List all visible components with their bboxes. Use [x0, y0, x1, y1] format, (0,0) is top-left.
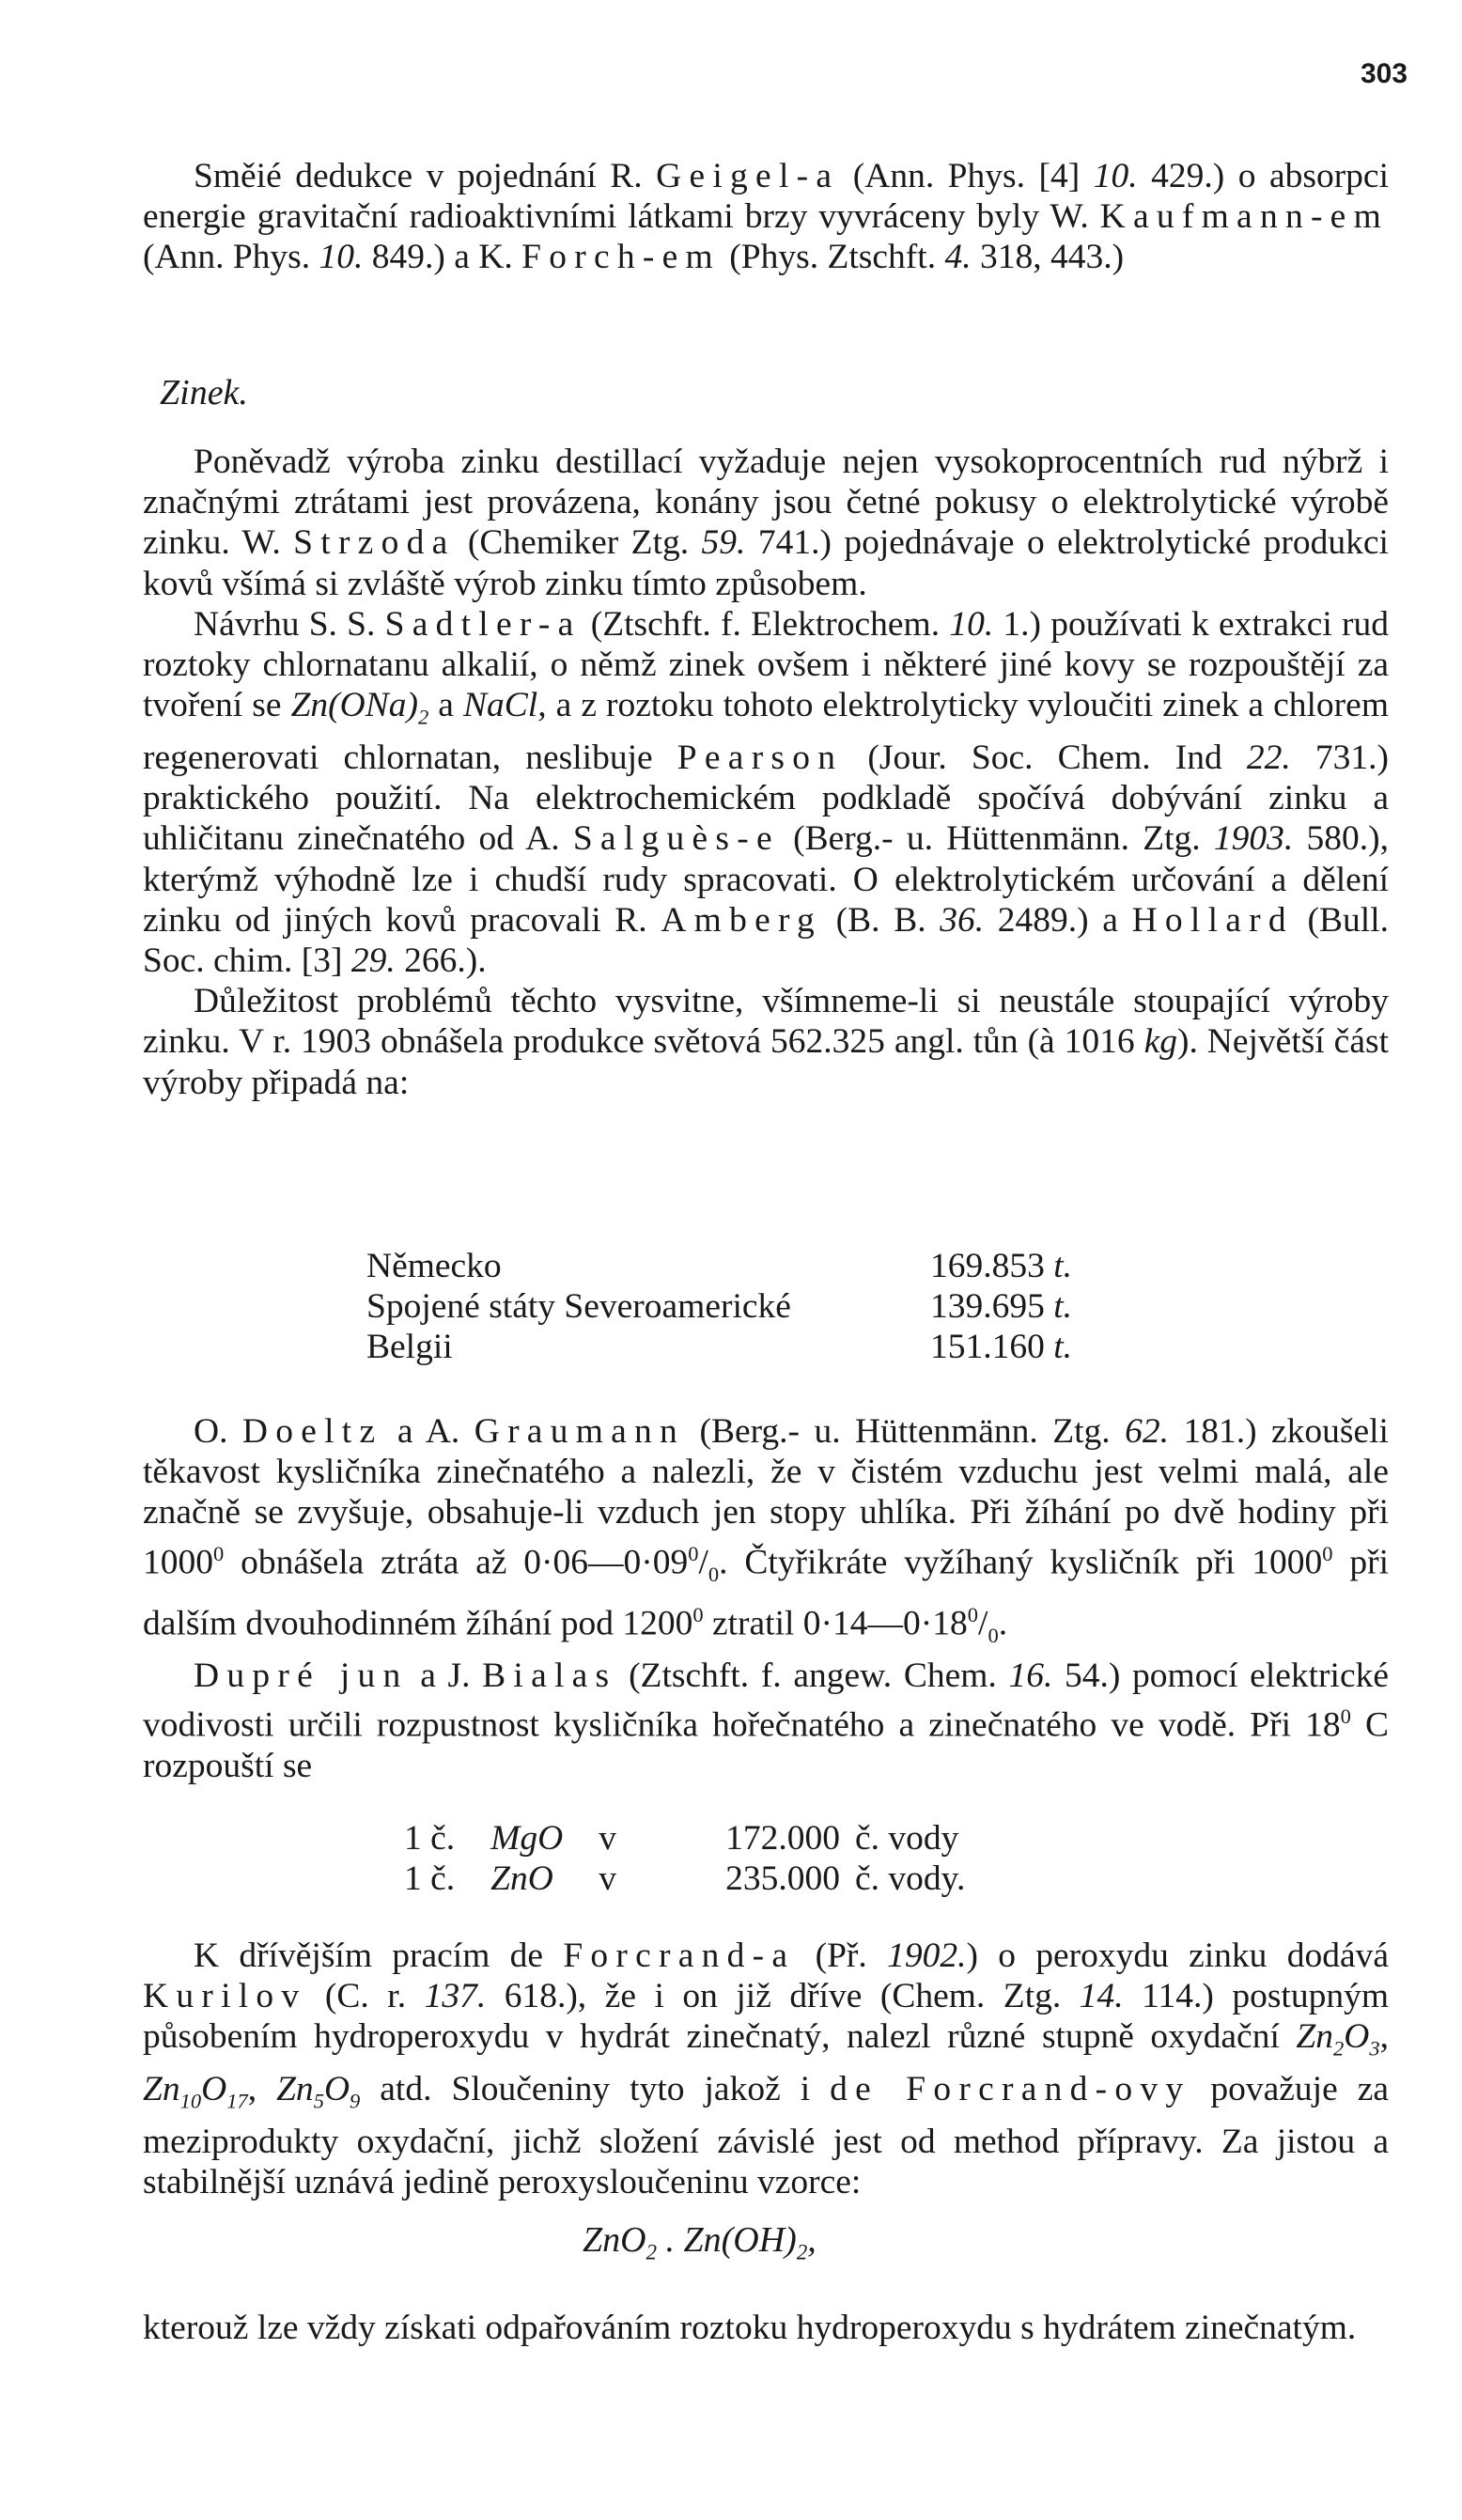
paragraph-1: [143, 442, 1389, 604]
country-cell: Německo: [366, 1247, 502, 1285]
formula-subscript: 5: [313, 2089, 324, 2113]
volume: 10.: [949, 604, 994, 644]
formula-subscript: 2: [645, 2240, 657, 2264]
text: 2489.) a: [984, 900, 1132, 940]
author-name: Graumann: [474, 1412, 686, 1451]
chemical-formula: NaCl,: [463, 686, 547, 725]
volume: 1902.: [887, 1937, 967, 1975]
unit: t.: [1053, 1247, 1073, 1285]
formula-subscript: 9: [350, 2089, 361, 2113]
text: 849.) a K.: [363, 238, 522, 277]
chemical-formula: [143, 2070, 248, 2113]
paragraph-4: [143, 1411, 1389, 1656]
author-name: Kurilov: [143, 1977, 307, 2016]
body-lower: [143, 1936, 1389, 2202]
formula-subscript: 10: [179, 2089, 202, 2113]
country-cell: Spojené státy Severoamerické: [366, 1287, 791, 1327]
peroxy-formula: [583, 2219, 817, 2265]
text: 429.) o absorpci energie gravitační radioaktivními látkami brzy vyvráceny byly W.: [143, 157, 1389, 237]
text: ,: [247, 2070, 277, 2109]
text: . Čtyřikráte vyžíhaný kysličník při 1000: [719, 1543, 1323, 1582]
text: ztratil 0·14—0·18: [703, 1604, 968, 1643]
degree-mark: 0: [213, 1541, 225, 1565]
formula-subscript: 2: [418, 705, 429, 729]
paragraph-5: [143, 1656, 1389, 1786]
text: (Ztschft. f. Elektrochem.: [581, 604, 950, 644]
preposition-cell: v: [599, 1859, 616, 1899]
amount-value: 139.695: [930, 1287, 1045, 1327]
volume: 4.: [944, 238, 972, 277]
text: a J.: [408, 1657, 483, 1696]
paragraph-6: [143, 1936, 1389, 2202]
text: 580.), kterýmž výhodně lze i chudší rudy spracovati. O elektrolytickém určování a dělení zinku od jiných kovů pracovali R.: [143, 819, 1389, 940]
formula-text: ZnO: [583, 2220, 646, 2260]
author-name: Forch-em: [521, 238, 721, 277]
text: 618.), že i on již dříve (Chem. Ztg.: [486, 1977, 1080, 2016]
body-final: [143, 2308, 1389, 2348]
text: Důležitost problémů těchto vysvitne, všímneme-li si neustále stoupající výroby zinku. V r. 1903 obnášela produkce světová 562.325 angl. tůn (à 1016: [143, 982, 1389, 1062]
text: atd. Sloučeniny tyto jakož i: [360, 2070, 831, 2109]
paragraph-2: [143, 604, 1389, 981]
amount-cell: [930, 1327, 1072, 1367]
text: ). Největší část výroby připadá na:: [143, 1022, 1389, 1102]
author-name: Amberg: [661, 900, 823, 940]
author-name: Pearson: [677, 738, 844, 777]
amount-cell: [930, 1286, 1072, 1327]
text: (Bull. Soc. chim. [3]: [143, 900, 1389, 980]
text: 181.) zkoušeli těkavost kysličníka zinečnatého a nalezli, že v čistém vzduchu jest velmi malá, ale značně se zvyšuje, obsahuje-li vzduch jen stopy uhlíka. Při žíhání po dvě hodiny při 1000: [143, 1412, 1389, 1582]
quantity-cell: 1 č.: [404, 1819, 456, 1858]
volume: 10.: [319, 238, 364, 277]
volume: 14.: [1079, 1977, 1124, 2016]
country-cell: Belgii: [366, 1328, 453, 1367]
solubility-table: [404, 1818, 1001, 1899]
formula-subscript: 2: [1333, 2036, 1345, 2061]
amount-cell: 235.000: [725, 1859, 840, 1899]
formula-text: ,: [807, 2220, 817, 2260]
substance-cell: MgO: [490, 1819, 564, 1858]
quantity-cell: 1 č.: [404, 1859, 456, 1899]
author-name: Bialas: [482, 1657, 617, 1696]
text: a: [428, 686, 463, 725]
text: 54.) pomocí elektrické vodivosti určili rozpustnost kysličníka hořečnatého a zinečnatého ve vodě. Při 18: [143, 1657, 1389, 1745]
text: a A.: [382, 1412, 474, 1451]
text: (Ztschft. f. angew. Chem.: [616, 1657, 1009, 1696]
percent-bottom: 0: [988, 1623, 999, 1647]
degree-mark: 0: [1340, 1704, 1351, 1729]
unit: kg: [1143, 1022, 1177, 1062]
intro-paragraph: [143, 156, 1389, 278]
production-table: [366, 1246, 1072, 1368]
volume: 36.: [940, 900, 985, 940]
text: (Ann. Phys. [4]: [839, 157, 1094, 195]
amount-cell: [930, 1246, 1072, 1286]
text: 266.).: [395, 941, 487, 980]
text: Směié dedukce v pojednání R.: [194, 157, 657, 195]
formula-text: . Zn(OH): [656, 2220, 797, 2260]
author-name: Salguès-e: [572, 819, 780, 859]
author-name: Sadtler-a: [384, 604, 582, 644]
amount-cell: 172.000: [725, 1819, 840, 1858]
text: Návrhu S. S.: [194, 604, 385, 644]
body-middle: [143, 1411, 1389, 1786]
substance-cell: ZnO: [490, 1859, 553, 1899]
chemical-formula: [1296, 2017, 1380, 2061]
formula-text: O: [201, 2070, 227, 2109]
text: a z roztoku tohoto elektrolyticky vyloučiti zinek a chlorem regenerovati chlornatan, neslibuje: [143, 686, 1389, 777]
formula-subscript: 17: [226, 2089, 248, 2113]
table-row: [366, 1246, 1072, 1286]
volume: 29.: [350, 941, 396, 980]
degree-mark: 0: [692, 1602, 704, 1626]
amount-value: 151.160: [930, 1328, 1045, 1367]
volume: 1903.: [1213, 819, 1294, 859]
formula-text: Zn: [276, 2070, 314, 2109]
author-name: Doeltz: [241, 1412, 383, 1451]
chemical-formula: [276, 2070, 361, 2113]
text: ) o peroxydu zinku dodává: [966, 1937, 1389, 1975]
text: 318, 443.): [971, 238, 1125, 277]
percent-bottom: 0: [708, 1562, 720, 1586]
author-name: Dupré jun: [194, 1657, 409, 1696]
percent-top: 0: [967, 1602, 979, 1626]
body-upper: [143, 442, 1389, 1103]
volume: 59.: [701, 523, 746, 563]
volume: 62.: [1125, 1412, 1169, 1451]
text: Poněvadž výroba zinku destillací vyžaduje nejen vysokoprocentních rud nýbrž i značnými ztrátami jest provázena, konány jsou četné pokusy o elektrolytické výrobě zinku. W.: [143, 443, 1389, 563]
text: 114.) postupným působením hydroperoxydu v hydrát zinečnatý, nalezl různé stupně oxydační: [143, 1977, 1390, 2057]
volume: 10.: [1093, 157, 1138, 195]
text: (Berg.- u. Hüttenmänn. Ztg.: [685, 1412, 1126, 1451]
volume: 137.: [424, 1977, 487, 2016]
table-row: [404, 1818, 1001, 1859]
rest-cell: č. vody: [854, 1819, 959, 1858]
table-row: [366, 1286, 1072, 1327]
volume: 16.: [1008, 1657, 1053, 1696]
amount-value: 169.853: [930, 1247, 1045, 1285]
percent-top: 0: [688, 1541, 699, 1565]
text: (Ann. Phys.: [143, 238, 319, 277]
formula-text: Zn: [1296, 2017, 1334, 2057]
text: (B. B.: [822, 900, 941, 940]
preposition-cell: v: [599, 1819, 616, 1858]
formula-subscript: 3: [1369, 2036, 1380, 2061]
unit: t.: [1053, 1328, 1073, 1367]
formula-subscript: 2: [796, 2240, 808, 2264]
formula-text: Zn: [143, 2070, 180, 2109]
author-name: Geigel-a: [656, 157, 840, 195]
rest-cell: č. vody.: [854, 1859, 966, 1899]
text: 1.) používati k extrakci rud roztoky chlornatanu alkalií, o němž zinek ovšem i některé jiné kovy se rozpouštějí za tvoření se: [143, 604, 1389, 725]
text: (Chemiker Ztg.: [455, 523, 702, 563]
table-row: [404, 1859, 1001, 1899]
text: /: [978, 1604, 988, 1643]
author-name: Hollard: [1131, 900, 1294, 940]
page-number: 303: [1361, 58, 1408, 89]
text: ,: [1379, 2017, 1389, 2057]
text: při dalším dvouhodinném žíhání pod 1200: [143, 1543, 1390, 1643]
table-row: [366, 1327, 1072, 1367]
text: považuje za meziprodukty oxydační, jichž složení závislé jest od method přípravy. Za jistou a stabilnější uznává jedině peroxysloučeninu vzorce:: [143, 2070, 1389, 2202]
author-name: Forcrand-a: [563, 1937, 796, 1975]
text: 741.) pojednávaje o elektrolytické produkci kovů všímá si zvláště výrob zinku tímto způsobem.: [143, 523, 1389, 603]
formula-text: O: [323, 2070, 350, 2109]
text: (Berg.- u. Hüttenmänn. Ztg.: [779, 819, 1214, 859]
formula-text: O: [1344, 2017, 1370, 2057]
formula-text: Zn(ONa): [290, 686, 418, 725]
text: 731.) praktického použití. Na elektrochemickém podkladě spočívá dobývání zinku a uhličitanu zinečnatého od A.: [143, 738, 1389, 859]
unit: t.: [1053, 1287, 1073, 1327]
author-name: Strzoda: [293, 523, 456, 563]
volume: 22.: [1246, 738, 1291, 777]
text: (C. r.: [306, 1977, 425, 2016]
text: (Př.: [795, 1937, 888, 1975]
text: O.: [194, 1412, 242, 1451]
text: K dřívějším pracím de: [194, 1937, 564, 1975]
author-name: Kaufmann-em: [1099, 197, 1389, 237]
section-heading: Zinek.: [160, 373, 248, 412]
text: obnášela ztráta až 0·06—0·09: [224, 1543, 689, 1582]
text: (Jour. Soc. Chem. Ind: [843, 738, 1247, 777]
author-name: de Forcrand-ovy: [830, 2070, 1191, 2109]
text: (Phys. Ztschft.: [720, 238, 945, 277]
text: .: [998, 1604, 1008, 1643]
text: C rozpouští se: [143, 1705, 1390, 1785]
chemical-formula: [290, 686, 429, 729]
text: /: [698, 1543, 708, 1582]
degree-mark: 0: [1322, 1541, 1333, 1565]
paragraph-3: [143, 981, 1389, 1103]
paragraph-7: kterouž lze vždy získati odpařováním roztoku hydroperoxydu s hydrátem zinečnatým.: [143, 2309, 1357, 2347]
